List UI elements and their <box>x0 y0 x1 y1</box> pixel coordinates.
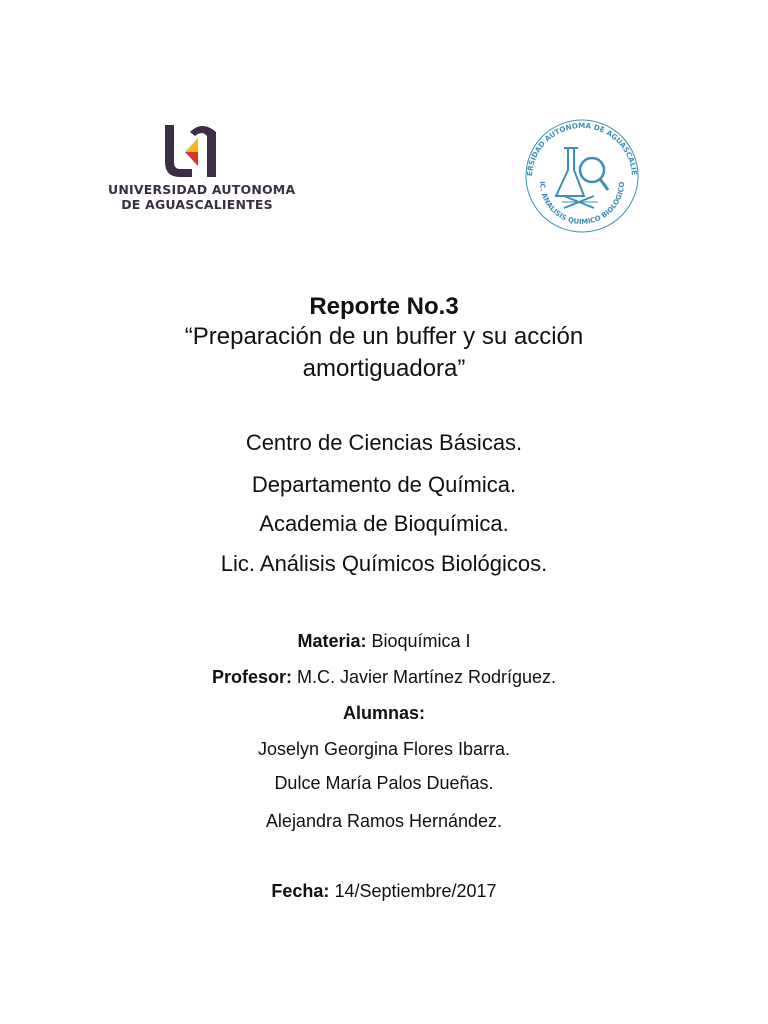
professor-line <box>0 668 768 686</box>
professor-value: M.C. Javier Martínez Rodríguez. <box>296 667 557 687</box>
report-title: Reporte No.3 <box>309 293 459 320</box>
subject-value: Bioquímica I <box>371 631 471 651</box>
uaa-emblem-icon <box>162 122 232 180</box>
date-value: 14/Septiembre/2017 <box>334 881 497 901</box>
program-seal <box>518 112 646 240</box>
students-heading <box>0 704 768 722</box>
students-label: Alumnas: <box>342 703 425 723</box>
subject-label: Materia: <box>297 631 367 651</box>
student-name: Joselyn Georgina Flores Ibarra. <box>257 739 511 759</box>
student-name: Alejandra Ramos Hernández. <box>265 811 503 831</box>
report-subtitle-line2: amortiguadora” <box>302 355 466 382</box>
institution-program: Lic. Análisis Químicos Biológicos. <box>220 551 548 576</box>
lab-flask-seal-icon <box>518 112 646 240</box>
university-logo <box>108 122 296 214</box>
date-line <box>0 882 768 900</box>
seal-bottom-text: IC. ANALISIS QUIMICO BIOLOGICO <box>537 181 627 227</box>
institution-academy: Academia de Bioquímica. <box>259 511 509 536</box>
seal-top-text: ERSIDAD AUTONOMA DE AGUASCALIE <box>524 120 639 177</box>
university-name-line1: UNIVERSIDAD AUTONOMA <box>108 182 296 197</box>
university-name-line2: DE AGUASCALIENTES <box>121 197 273 212</box>
report-subtitle-line1: “Preparación de un buffer y su acción <box>184 323 584 350</box>
student-name: Dulce María Palos Dueñas. <box>274 773 494 793</box>
professor-label: Profesor: <box>211 667 292 687</box>
institution-department: Departamento de Química. <box>251 472 517 497</box>
subject-line <box>0 632 768 650</box>
date-label: Fecha: <box>271 881 330 901</box>
institution-center: Centro de Ciencias Básicas. <box>245 430 523 455</box>
